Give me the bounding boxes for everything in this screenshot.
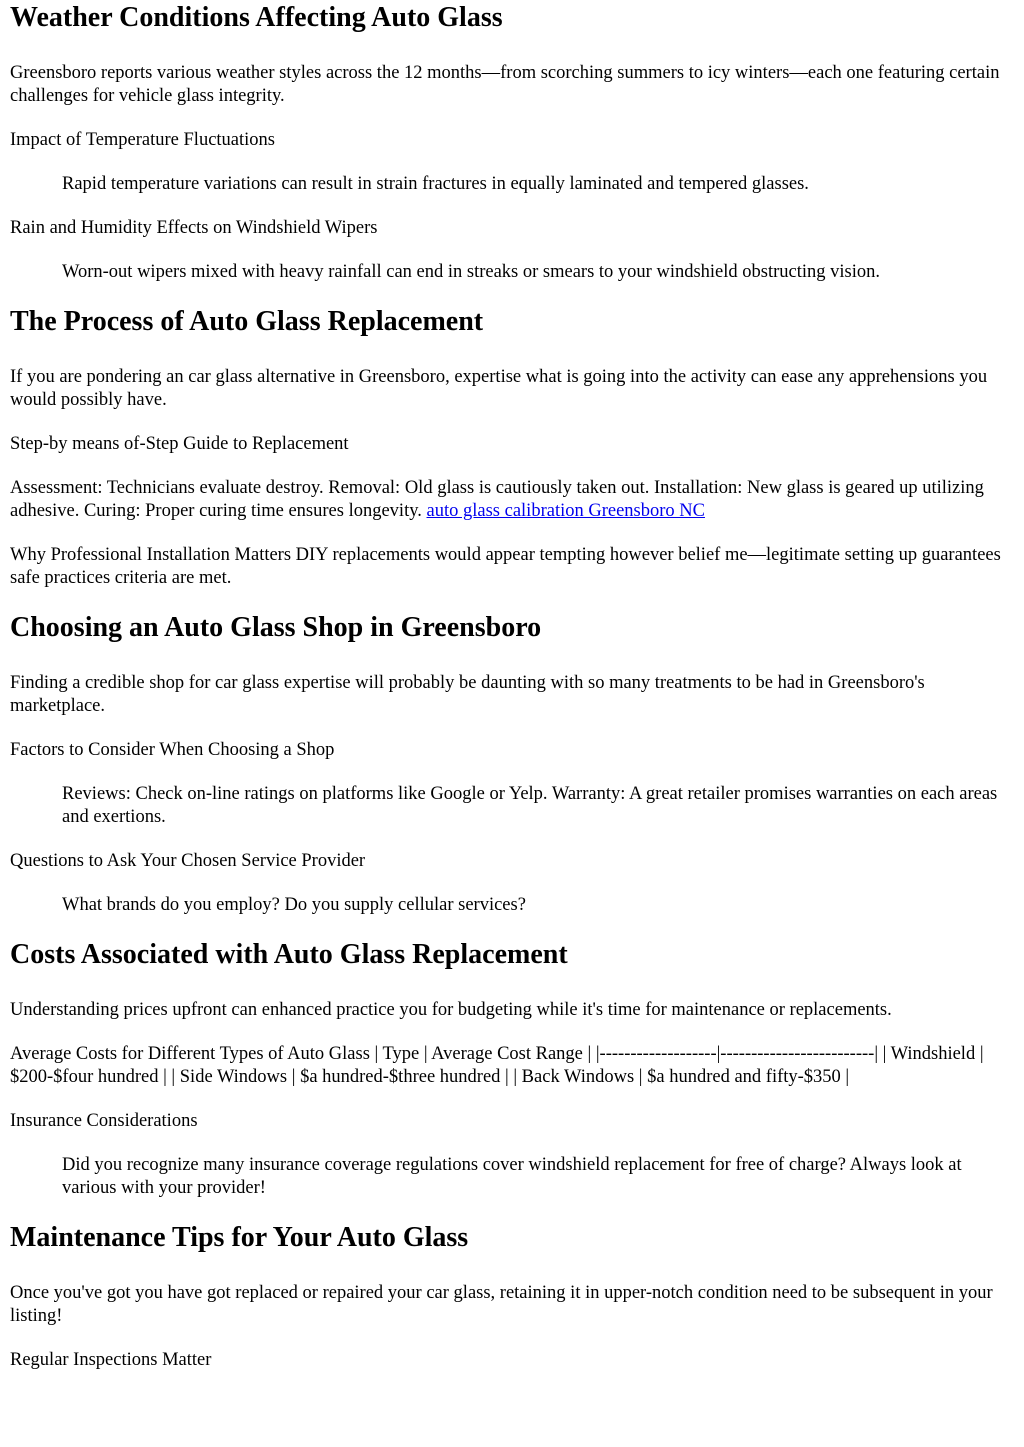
section-intro-maintenance: Once you've got you have got replaced or repaired your car glass, retaining it in upper-notch condition need to be subsequent in your listing! — [10, 1283, 993, 1326]
steps-text: Assessment: Technicians evaluate destroy. Removal: Old glass is cautiously taken out. Installation: New glass is geared up utilizing adhesive. Curing: Proper curing time ensures longevity. — [10, 478, 984, 521]
quote-insurance: Did you recognize many insurance coverage regulations cover windshield replacement for free of charge? Always look at various with your provider! — [62, 1155, 962, 1198]
quote-rain: Worn-out wipers mixed with heavy rainfall can end in streaks or smears to your windshield obstructing vision. — [62, 262, 880, 282]
section-heading-weather: Weather Conditions Affecting Auto Glass — [10, 2, 503, 33]
section-intro-weather: Greensboro reports various weather styles across the 12 months—from scorching summers to icy winters—each one featuring certain challenges for vehicle glass integrity. — [10, 63, 1000, 106]
section-intro-choosing: Finding a credible shop for car glass expertise will probably be daunting with so many treatments to be had in Greensboro's marketplace. — [10, 673, 925, 716]
subheading-step-guide: Step-by means of-Step Guide to Replacement — [10, 434, 349, 454]
section-heading-costs: Costs Associated with Auto Glass Replacement — [10, 939, 568, 970]
quote-temperature: Rapid temperature variations can result in strain fractures in equally laminated and tempered glasses. — [62, 174, 809, 194]
subheading-inspections: Regular Inspections Matter — [10, 1350, 212, 1370]
subheading-factors: Factors to Consider When Choosing a Shop — [10, 740, 335, 760]
article — [0, 1, 1024, 1372]
why-professional-paragraph: Why Professional Installation Matters DIY replacements would appear tempting however belief me—legitimate setting up guarantees safe practices criteria are met. — [10, 545, 1001, 588]
quote-factors: Reviews: Check on-line ratings on platforms like Google or Yelp. Warranty: A great retailer promises warranties on each areas and exertions. — [62, 784, 998, 827]
subheading-rain: Rain and Humidity Effects on Windshield Wipers — [10, 218, 378, 238]
section-heading-maintenance: Maintenance Tips for Your Auto Glass — [10, 1222, 469, 1253]
steps-paragraph — [10, 477, 1014, 523]
subheading-insurance: Insurance Considerations — [10, 1111, 198, 1131]
section-heading-process: The Process of Auto Glass Replacement — [10, 306, 484, 337]
section-intro-costs: Understanding prices upfront can enhanced practice you for budgeting while it's time for maintenance or replacements. — [10, 1000, 892, 1020]
subheading-questions: Questions to Ask Your Chosen Service Provider — [10, 851, 366, 871]
subheading-temperature: Impact of Temperature Fluctuations — [10, 130, 275, 150]
calibration-link[interactable]: auto glass calibration Greensboro NC — [426, 501, 705, 521]
costs-table-text: Average Costs for Different Types of Auto Glass | Type | Average Cost Range | |-------------------|-------------------------| | Windshield | $200-$four hundred | | Side Windows | $a hundred-$three hundred | | Back Windows | $a hundred and fifty-$350 | — [10, 1044, 984, 1087]
section-heading-choosing: Choosing an Auto Glass Shop in Greensboro — [10, 612, 542, 643]
quote-questions: What brands do you employ? Do you supply cellular services? — [62, 895, 526, 915]
section-intro-process: If you are pondering an car glass alternative in Greensboro, expertise what is going into the activity can ease any apprehensions you would possibly have. — [10, 367, 988, 410]
